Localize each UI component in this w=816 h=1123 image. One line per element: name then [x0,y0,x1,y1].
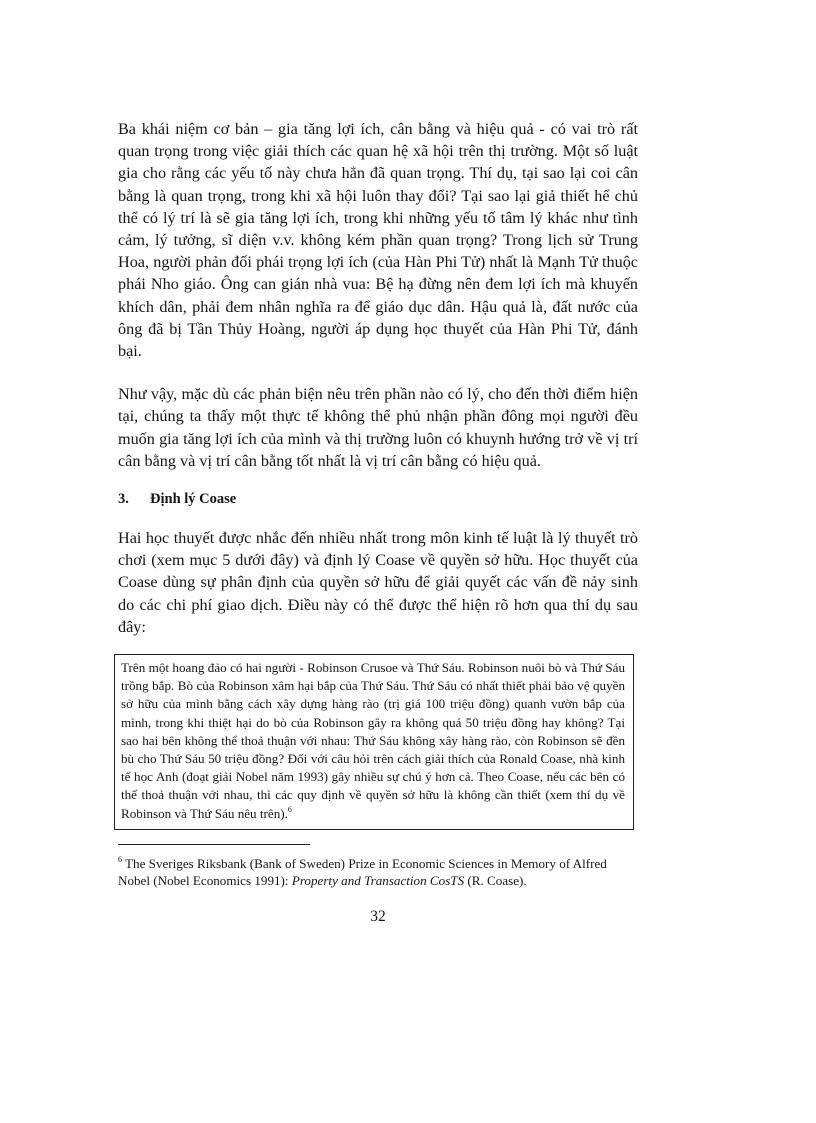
section-title: Định lý Coase [150,491,237,508]
footnote [118,855,638,890]
footnote-reference: 6 [287,804,292,814]
footnote-work-title: Property and Transaction CosTS [291,873,465,889]
footnote-text-after: (R. Coase). [464,873,527,889]
footnote-divider [118,844,310,845]
page-number: 32 [370,908,386,925]
section-number: 3. [118,491,129,508]
example-text-block [121,659,625,823]
footnote-number: 6 [118,854,122,864]
paragraph-coase-intro: Hai học thuyết được nhắc đến nhiều nhất trong môn kinh tế luật là lý thuyết trò chơi (xem mục 5 dưới đây) và định lý Coase về quyền sở hữu. Học thuyết của Coase dùng sự phân định của quyền sở hữu để giải quyết các vấn đề nảy sinh do các chi phí giao dịch. Điều này có thể được thể hiện rõ hơn qua thí dụ sau đây: [118,529,638,636]
example-text: Trên một hoang đảo có hai người - Robinson Crusoe và Thứ Sáu. Robinson nuôi bò và Thứ Sáu trồng bắp. Bò của Robinson xâm hại bắp của Thứ Sáu. Thứ Sáu có nhất thiết phải bảo vệ quyền sở hữu của mình bằng cách xây dựng hàng rào (trị giá 100 triệu đồng) quanh vườn bắp của mình, trong khi thiệt hại do bò của Robinson gây ra không quá 50 triệu đồng hay không? Tại sao hai bên không thể thoả thuận với nhau: Thứ Sáu không xây hàng rào, còn Robinson sẽ đền bù cho Thứ Sáu 50 triệu đồng? Đối với câu hỏi trên cách giải thích của Ronald Coase, nhà kinh tế học Anh (đoạt giải Nobel năm 1993) gây nhiều sự chú ý hơn cả. Theo Coase, nếu các bên có thể thoả thuận với nhau, thì các quy định về quyền sở hữu là không cần thiết (xem thí dụ về Robinson và Thứ Sáu nêu trên). [121,660,625,821]
page-body [118,118,638,890]
example-box [114,654,634,830]
section-heading [118,490,638,508]
footnote-text-before: The Sveriges Riksbank (Bank of Sweden) Prize in Economic Sciences in Memory of Alfred Nobel (Nobel Economics 1991): [118,855,607,889]
paragraph-key-concepts: Ba khái niệm cơ bản – gia tăng lợi ích, cân bằng và hiệu quả - có vai trò rất quan trọng trong việc giải thích các quan hệ xã hội trên thị trường. Một số luật gia cho rằng các yếu tố này chưa hẳn đã quan trọng. Thí dụ, tại sao lại coi cân bằng là quan trọng, trong khi xã hội luôn thay đổi? Tại sao lại giả thiết hể chủ thể có lý trí là sẽ gia tăng lợi ích, trong khi những yếu tố tâm lý khác như tình cảm, lý tưởng, sĩ diện v.v. không kém phần quan trọng? Trong lịch sử Trung Hoa, người phản đối phái trọng lợi ích (của Hàn Phi Tử) nhất là Mạnh Tử thuộc phái Nho giáo. Ông can gián nhà vua: Bệ hạ đừng nên đem lợi ích mà khuyến khích dân, phải đem nhân nghĩa ra để giáo dục dân. Hậu quả là, đất nước của ông đã bị Tần Thủy Hoàng, người áp dụng học thuyết của Hàn Phi Tử, đánh bại. [118,120,638,361]
paragraph-conclusion: Như vậy, mặc dù các phản biện nêu trên phần nào có lý, cho đến thời điểm hiện tại, chúng ta thấy một thực tế không thể phủ nhận phần đông mọi người đều muốn gia tăng lợi ích của mình và thị trường luôn có khuynh hướng trở về vị trí cân bằng và vị trí cân bằng tốt nhất là vị trí cân bằng có hiệu quả. [118,385,638,470]
